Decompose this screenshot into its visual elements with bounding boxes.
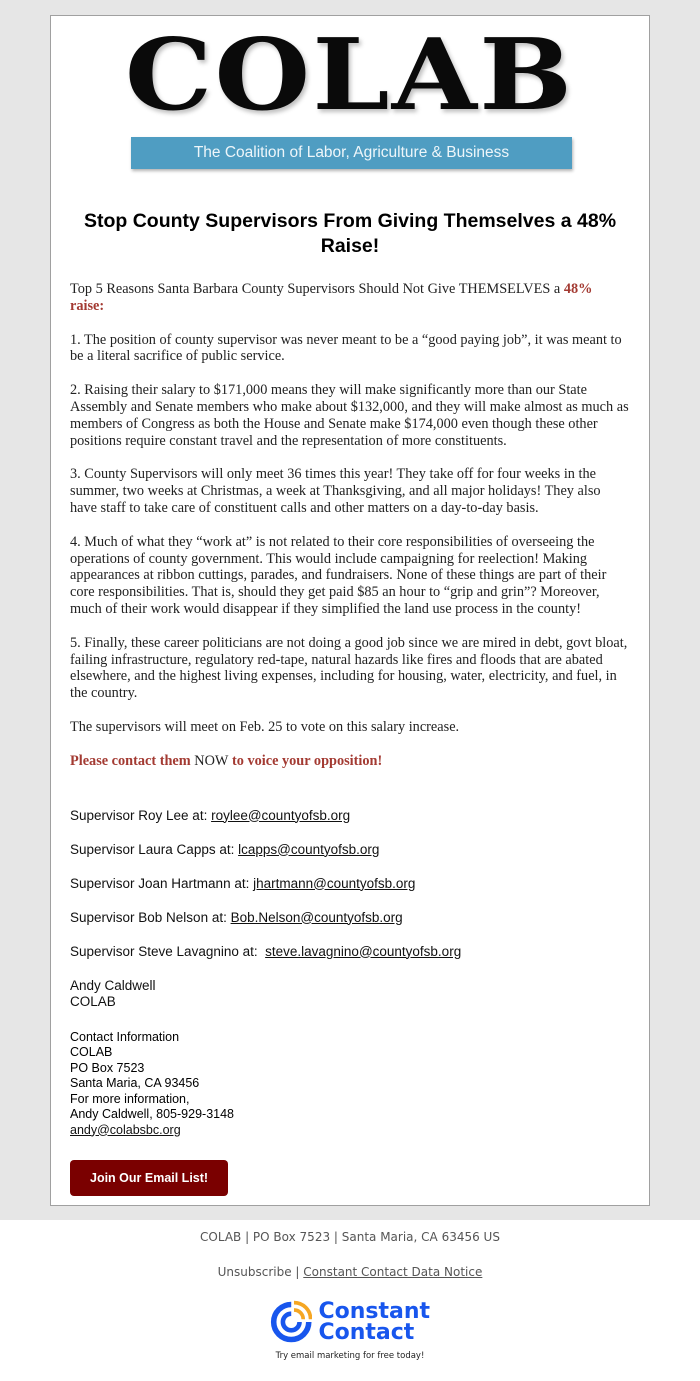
- contact-more: For more information,: [70, 1091, 190, 1106]
- intro: [70, 281, 630, 315]
- cta-now: NOW: [194, 752, 229, 769]
- contact-info: [70, 1030, 630, 1139]
- logo-tagline: The Coalition of Labor, Agriculture & Business: [131, 137, 572, 169]
- constant-contact-icon: [270, 1299, 312, 1345]
- supervisor-item: [70, 910, 630, 926]
- reason-1: 1. The position of county supervisor was never meant to be a “good paying job”, it was meant to be a literal sacrifice of public service.: [70, 331, 622, 365]
- cta-part1: Please contact them: [70, 752, 195, 769]
- meeting-note: The supervisors will meet on Feb. 25 to vote on this salary increase.: [70, 718, 460, 735]
- cc-tagline: Try email marketing for free today!: [275, 1351, 425, 1361]
- supervisor-list: [70, 808, 630, 1010]
- supervisor-label: Supervisor Steve Lavagnino at:: [70, 943, 266, 959]
- supervisor-email-link[interactable]: lcapps@countyofsb.org: [238, 841, 380, 857]
- intro-text: Top 5 Reasons Santa Barbara County Supervisors Should Not Give THEMSELVES a: [70, 281, 564, 297]
- join-email-list-button[interactable]: Join Our Email List!: [70, 1160, 228, 1196]
- supervisor-label: Supervisor Bob Nelson at:: [70, 909, 231, 925]
- contact-person: Andy Caldwell, 805-929-3148: [70, 1107, 234, 1122]
- footer-links: [0, 1265, 700, 1279]
- signature: [70, 978, 630, 1010]
- supervisor-label: Supervisor Joan Hartmann at:: [70, 875, 254, 891]
- signature-org: COLAB: [70, 993, 116, 1009]
- constant-contact-logo[interactable]: [270, 1299, 430, 1345]
- contact-org: COLAB: [70, 1045, 113, 1060]
- email-card: [50, 15, 650, 1206]
- footer-address: COLAB | PO Box 7523 | Santa Maria, CA 63456 US: [200, 1230, 500, 1244]
- reason-5: 5. Finally, these career politicians are not doing a good job since we are mired in debt, govt bloat, failing infrastructure, regulatory red-tape, natural hazards like fires and floods that are abated elsewhere, and the highest living expenses, including for housing, water, electricity, and fuel, in the country.: [70, 634, 628, 702]
- supervisor-item: [70, 876, 630, 892]
- reason-4: 4. Much of what they “work at” is not related to their core responsibilities of overseeing the operations of county government. This would include campaigning for reelection! Making appearances at ribbon cuttings, parades, and fundraisers. None of these things are part of their core responsibilities. That is, should they get paid $85 an hour to “grip and grin”? Moreover, much of their work would disappear if they simplified the land use process in the county!: [70, 533, 607, 617]
- supervisor-email-link[interactable]: jhartmann@countyofsb.org: [253, 875, 416, 891]
- logo-wordmark: COLAB: [125, 18, 575, 133]
- unsubscribe-link[interactable]: Unsubscribe: [217, 1265, 292, 1279]
- supervisor-item: [70, 842, 630, 858]
- contact-heading: Contact Information: [70, 1029, 180, 1044]
- headline: Stop County Supervisors From Giving Themselves a 48% Raise!: [83, 210, 617, 257]
- footer: [0, 1230, 700, 1361]
- cc-logo-line2: Contact: [318, 1320, 415, 1345]
- separator: |: [291, 1265, 304, 1279]
- supervisor-email-link[interactable]: steve.lavagnino@countyofsb.org: [265, 943, 462, 959]
- reason-2: 2. Raising their salary to $171,000 means they will make significantly more than our State Assembly and Senate members who make about $132,000, and they will make almost as much as members of Congress as both the House and Senate make $174,000 even though these other positions require constant travel and the representation of more constituents.: [70, 382, 629, 449]
- reason-3: 3. County Supervisors will only meet 36 times this year! They take off for four weeks in the summer, two weeks at Christmas, a week at Thanksgiving, and all major holidays! They also have staff to take care of constituent calls and other matters on a day-to-day basis.: [70, 466, 601, 516]
- supervisor-email-link[interactable]: Bob.Nelson@countyofsb.org: [230, 909, 403, 925]
- contact-po-box: PO Box 7523: [70, 1060, 145, 1075]
- body-text: [70, 281, 630, 770]
- signature-name: Andy Caldwell: [70, 977, 156, 993]
- data-notice-link[interactable]: Constant Contact Data Notice: [303, 1265, 483, 1279]
- supervisor-label: Supervisor Laura Capps at:: [70, 841, 239, 857]
- supervisor-label: Supervisor Roy Lee at:: [70, 807, 212, 823]
- supervisor-item: [70, 944, 630, 960]
- contact-city: Santa Maria, CA 93456: [70, 1076, 200, 1091]
- colab-logo: [70, 16, 630, 184]
- call-to-action: [70, 753, 630, 770]
- cta-part3: to voice your opposition!: [228, 752, 383, 769]
- contact-email-link[interactable]: andy@colabsbc.org: [70, 1122, 181, 1137]
- supervisor-email-link[interactable]: roylee@countyofsb.org: [211, 807, 351, 823]
- intro-highlight: 48% raise:: [70, 281, 593, 314]
- supervisor-item: [70, 808, 630, 824]
- cc-logo-line1: Constant: [318, 1299, 430, 1324]
